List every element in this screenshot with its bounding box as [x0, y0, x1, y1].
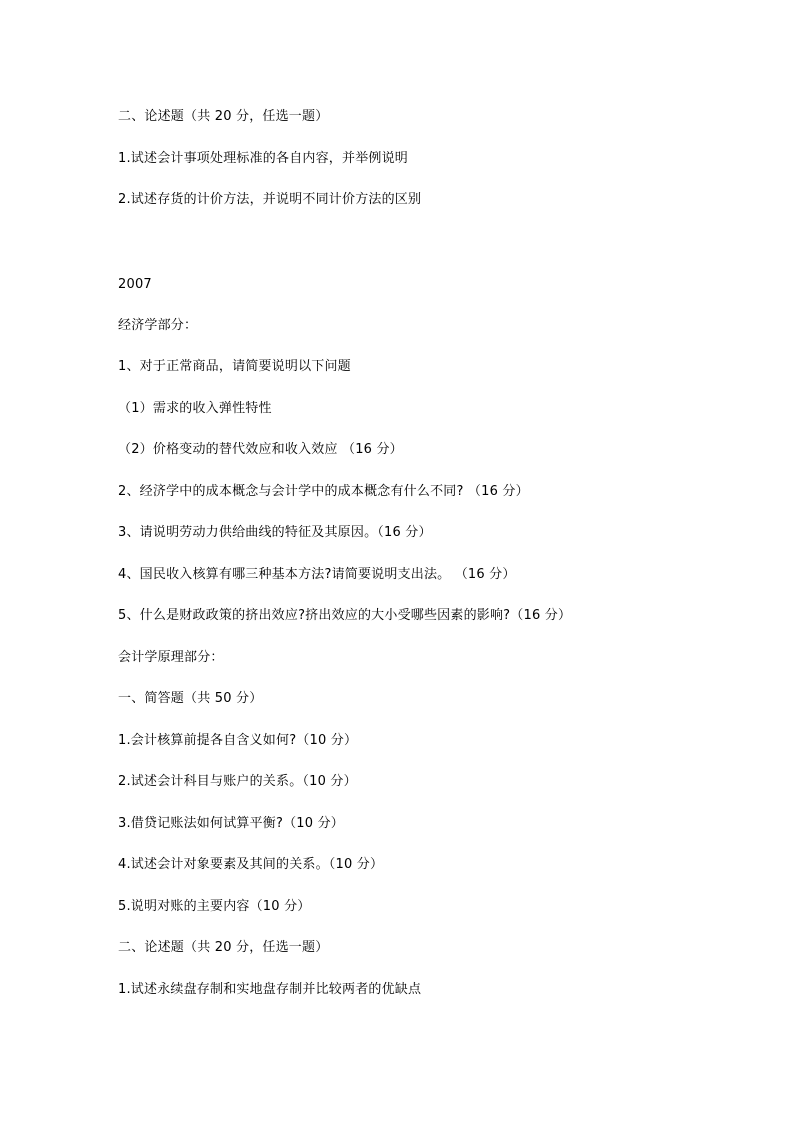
- part-heading: 会计学原理部分：: [118, 650, 224, 665]
- question-item: 1.会计核算前提各自含义如何?（10 分）: [118, 733, 358, 748]
- question-item: 4、国民收入核算有哪三种基本方法?请简要说明支出法。 （16 分）: [118, 567, 516, 582]
- section-heading: 二、论述题（共 20 分，任选一题）: [118, 940, 329, 955]
- sub-question-item: （1）需求的收入弹性特性: [118, 401, 272, 416]
- question-item: 1、对于正常商品，请简要说明以下问题: [118, 359, 351, 374]
- year-heading: 2007: [118, 277, 152, 292]
- question-item: 3.借贷记账法如何试算平衡?（10 分）: [118, 816, 344, 831]
- question-item: 3、请说明劳动力供给曲线的特征及其原因。（16 分）: [118, 525, 432, 540]
- question-item: 1.试述会计事项处理标准的各自内容，并举例说明: [118, 151, 409, 166]
- part-heading: 经济学部分：: [118, 318, 198, 333]
- sub-question-item: （2）价格变动的替代效应和收入效应 （16 分）: [118, 442, 403, 457]
- question-item: 1.试述永续盘存制和实地盘存制并比较两者的优缺点: [118, 982, 422, 997]
- question-item: 4.试述会计对象要素及其间的关系。（10 分）: [118, 857, 384, 872]
- section-heading: 一、简答题（共 50 分）: [118, 691, 263, 706]
- question-item: 5.说明对账的主要内容（10 分）: [118, 899, 311, 914]
- question-item: 2.试述会计科目与账户的关系。（10 分）: [118, 774, 357, 789]
- section-heading: 二、论述题（共 20 分，任选一题）: [118, 109, 329, 124]
- question-item: 2、经济学中的成本概念与会计学中的成本概念有什么不同? （16 分）: [118, 484, 529, 499]
- question-item: 2.试述存货的计价方法，并说明不同计价方法的区别: [118, 192, 422, 207]
- question-item: 5、什么是财政政策的挤出效应?挤出效应的大小受哪些因素的影响?（16 分）: [118, 608, 572, 623]
